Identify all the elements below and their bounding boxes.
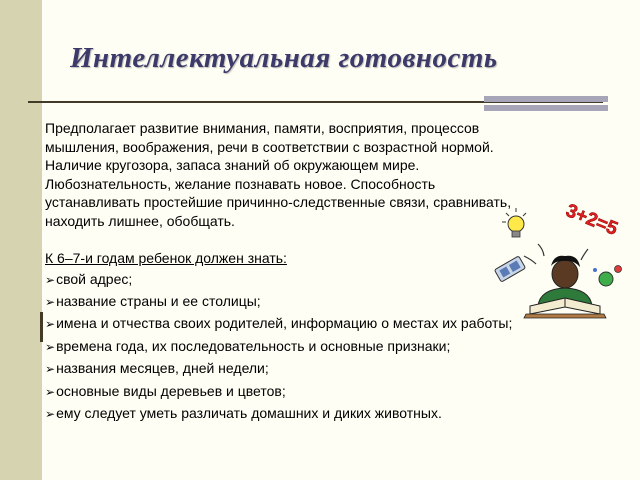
bullet-arrow-icon: ➢ [45,406,56,421]
accent-bar-top [484,96,608,102]
paragraph-line: Наличие кругозора, запаса знаний об окружающем мире. [45,157,420,173]
lightbulb-icon [502,208,526,237]
bullet-arrow-icon: ➢ [45,294,56,309]
list-item-text: название страны и ее столицы; [56,292,261,309]
list-item-text: свой адрес; [56,270,133,287]
satellite-icon [494,256,525,282]
student-figure [524,256,606,318]
bullet-arrow-icon: ➢ [45,362,56,377]
paragraph-line: устанавливать простейшие причинно-следственные связи, сравнивать, [45,194,512,210]
accent-bar-bottom [484,105,608,111]
slide-title: Интеллектуальная готовность [70,42,498,74]
list-item-text: основные виды деревьев и цветов; [56,382,286,399]
student-thinking-clipart [488,194,633,319]
left-decorative-band [0,0,42,480]
paragraph-line: мышления, воображения, речи в соответствии с возрастной нормой. [45,138,494,155]
list-heading: К 6–7-и годам ребенок должен знать: [45,250,287,266]
paragraph-line: находить лишнее, обобщать. [45,212,235,229]
list-item [45,403,605,425]
list-item-text: имена и отчества своих родителей, информацию о местах их работы; [56,315,513,332]
paragraph-line: Предполагает развитие внимания, памяти, восприятия, процессов [45,120,480,136]
bullet-arrow-icon: ➢ [45,272,56,287]
bullet-arrow-icon: ➢ [45,384,56,399]
list-item [45,358,605,380]
paragraph-line: Любознательность, желание познавать новое. Способность [45,175,436,192]
list-item-text: ему следует уметь различать домашних и диких животных. [56,404,442,421]
planet-icon [593,266,622,287]
bullet-arrow-icon: ➢ [45,339,56,354]
list-item [45,336,605,358]
bullet-arrow-icon: ➢ [45,317,56,332]
list-item [45,381,605,403]
math-expression: 3+2=5 [562,200,621,241]
left-tick-mark [40,312,43,342]
list-item-text: времена года, их последовательность и основные признаки; [56,337,451,354]
list-item-text: названия месяцев, дней недели; [56,360,269,377]
